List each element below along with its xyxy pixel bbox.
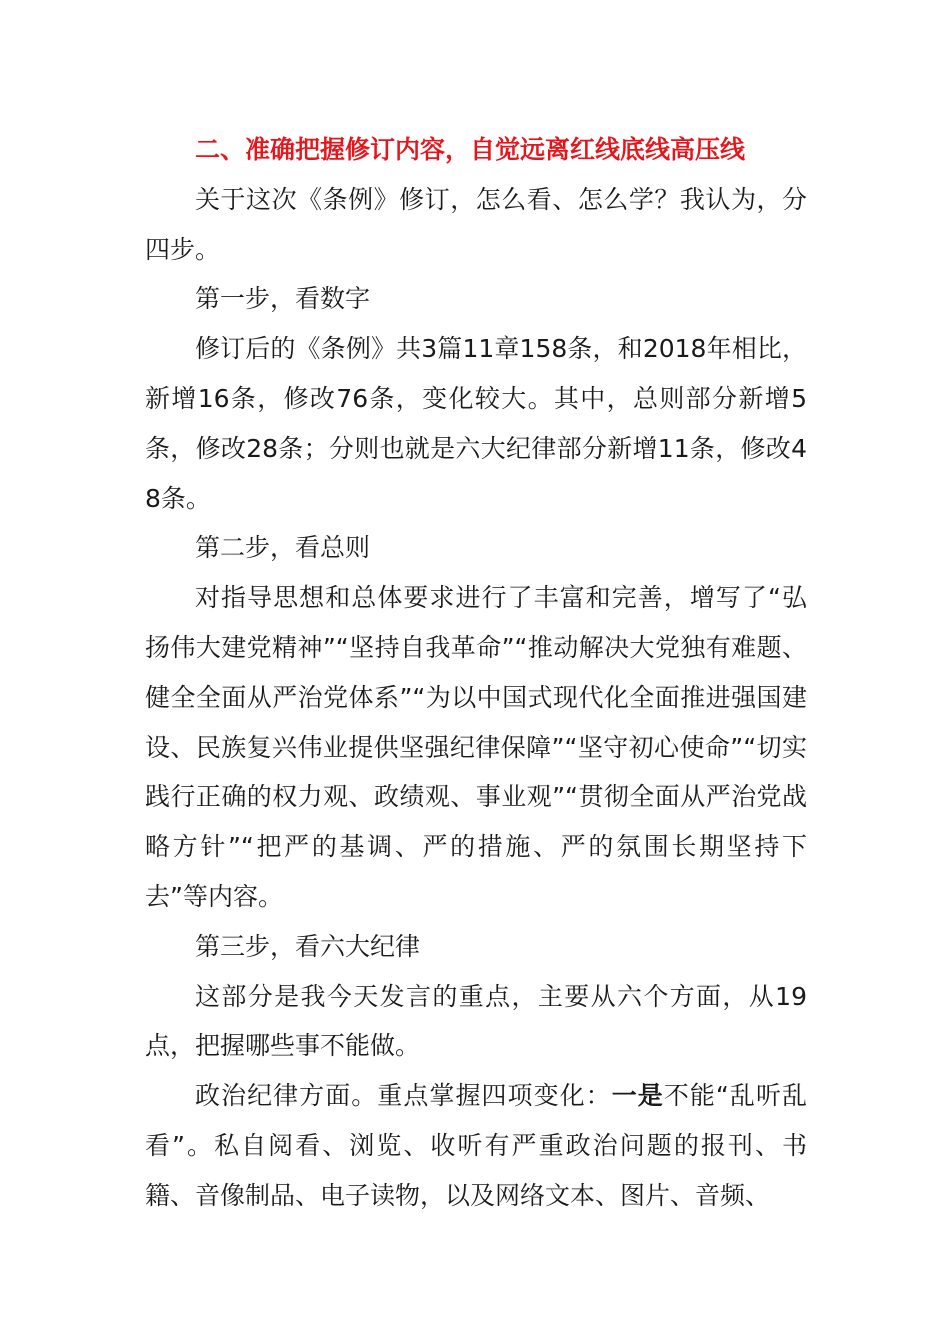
step1-paragraph: 修订后的《条例》共3篇11章158条，和2018年相比，新增16条，修改76条，变化较大。其中，总则部分新增5条，修改28条；分则也就是六大纪律部分新增11条，修改48条。: [145, 334, 807, 513]
document-body: [145, 125, 807, 1221]
step3-title: 第三步，看六大纪律: [195, 931, 421, 961]
political-lead-text: 政治纪律方面。重点掌握四项变化：: [195, 1081, 612, 1111]
political-rest-text: 不能“乱听乱看”。私自阅看、浏览、收听有严重政治问题的报刊、书籍、音像制品、电子读物，以及网络文本、图片、音频、: [145, 1081, 807, 1210]
section-heading: 二、准确把握修订内容，自觉远离红线底线高压线: [195, 135, 746, 164]
step1-title: 第一步，看数字: [195, 284, 371, 314]
political-discipline-paragraph: [145, 1071, 807, 1220]
intro-paragraph: 关于这次《条例》修订，怎么看、怎么学？我认为，分四步。: [145, 184, 807, 264]
step3-paragraph: 这部分是我今天发言的重点，主要从六个方面，从19点，把握哪些事不能做。: [145, 981, 807, 1061]
step2-title: 第二步，看总则: [195, 533, 371, 563]
political-bold-text: 一是: [611, 1081, 664, 1111]
step2-paragraph: 对指导思想和总体要求进行了丰富和完善，增写了“弘扬伟大建党精神”“坚持自我革命”“推动解决大党独有难题、健全全面从严治党体系”“为以中国式现代化全面推进强国建设、民族复兴伟业提供坚强纪律保障”“坚守初心使命”“切实践行正确的权力观、政绩观、事业观”“贯彻全面从严治党战略方针”“把严的基调、严的措施、严的氛围长期坚持下去”等内容。: [145, 583, 807, 911]
